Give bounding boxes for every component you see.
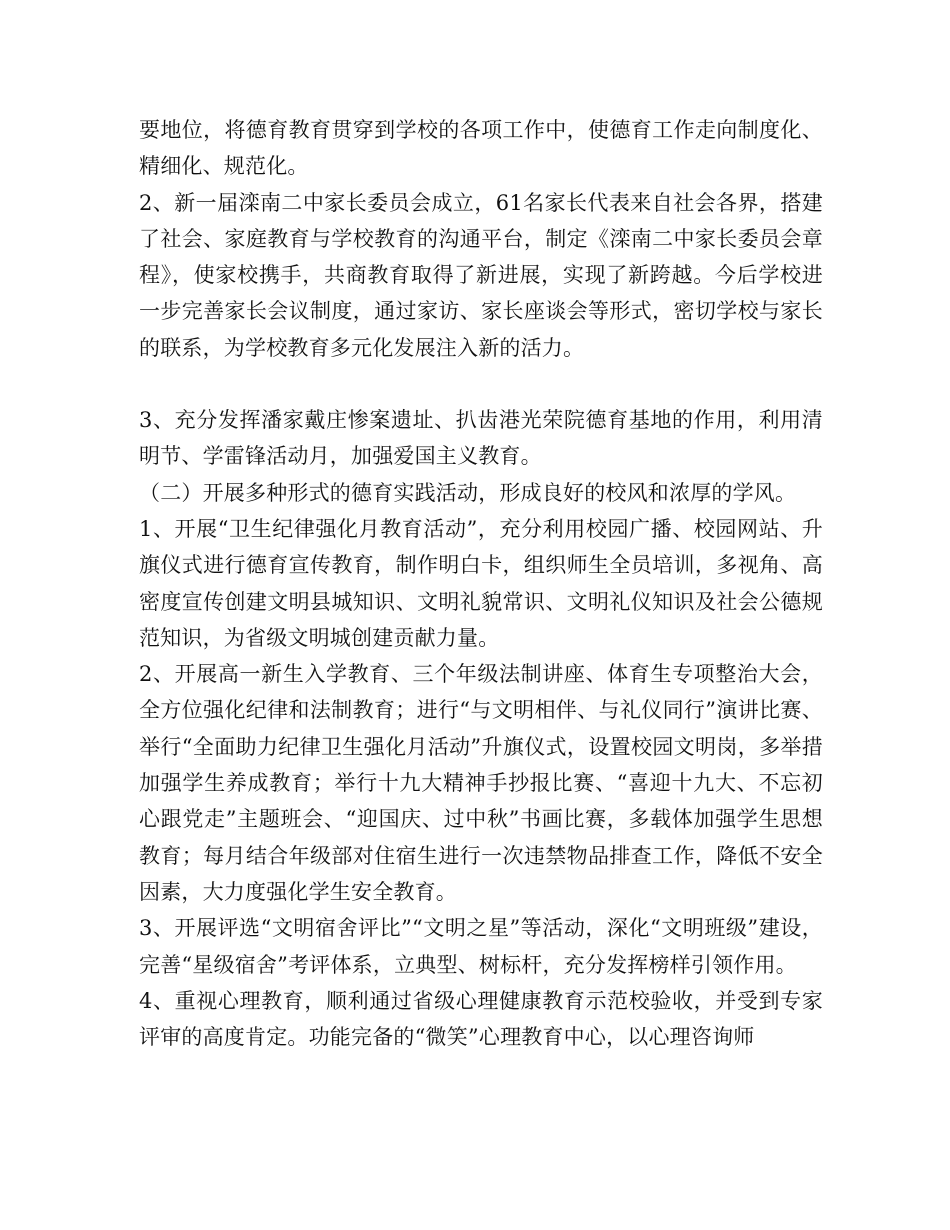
paragraph-freshman-education: 2、开展高一新生入学教育、三个年级法制讲座、体育生专项整治大会，全方位强化纪律和法制教育；进行“与文明相伴、与礼仪同行”演讲比赛、举行“全面助力纪律卫生强化月活动”升旗仪式，设置校园文明岗，多举措加强学生养成教育；举行十九大精神手抄报比赛、“喜迎十九大、不忘初心跟党走”主题班会、“迎国庆、过中秋”书画比赛，多载体加强学生思想教育；每月结合年级部对住宿生进行一次违禁物品排查工作，降低不安全因素，大力度强化学生安全教育。 [139, 662, 823, 904]
paragraph-patriotic-education: 3、充分发挥潘家戴庄惨案遗址、扒齿港光荣院德育基地的作用，利用清明节、学雷锋活动月，加强爱国主义教育。 [139, 408, 823, 469]
document-body [139, 112, 823, 1055]
paragraph-parent-committee: 2、新一届滦南二中家长委员会成立，61名家长代表来自社会各界，搭建了社会、家庭教育与学校教育的沟通平台，制定《滦南二中家长委员会章程》，使家校携手，共商教育取得了新进展，实现了新跨越。今后学校进一步完善家长会议制度，通过家访、家长座谈会等形式，密切学校与家长的联系，为学校教育多元化发展注入新的活力。 [139, 190, 823, 360]
paragraph-intro-continuation: 要地位，将德育教育贯穿到学校的各项工作中，使德育工作走向制度化、精细化、规范化。 [139, 118, 823, 179]
paragraph-spacer [139, 366, 823, 402]
paragraph-civilized-dormitory: 3、开展评选“文明宿舍评比”“文明之星”等活动，深化“文明班级”建设，完善“星级宿舍”考评体系，立典型、树标杆，充分发挥榜样引领作用。 [139, 916, 823, 977]
paragraph-psychological-education: 4、重视心理教育，顺利通过省级心理健康教育示范校验收，并受到专家评审的高度肯定。功能完备的“微笑”心理教育中心，以心理咨询师 [139, 988, 823, 1050]
section-heading-practice-activities: （二）开展多种形式的德育实践活动，形成良好的校风和浓厚的学风。 [139, 480, 797, 505]
paragraph-hygiene-discipline-month: 1、开展“卫生纪律强化月教育活动”，充分利用校园广播、校园网站、升旗仪式进行德育宣传教育，制作明白卡，组织师生全员培训，多视角、高密度宣传创建文明县城知识、文明礼貌常识、文明礼仪知识及社会公德规范知识，为省级文明城创建贡献力量。 [139, 516, 823, 650]
